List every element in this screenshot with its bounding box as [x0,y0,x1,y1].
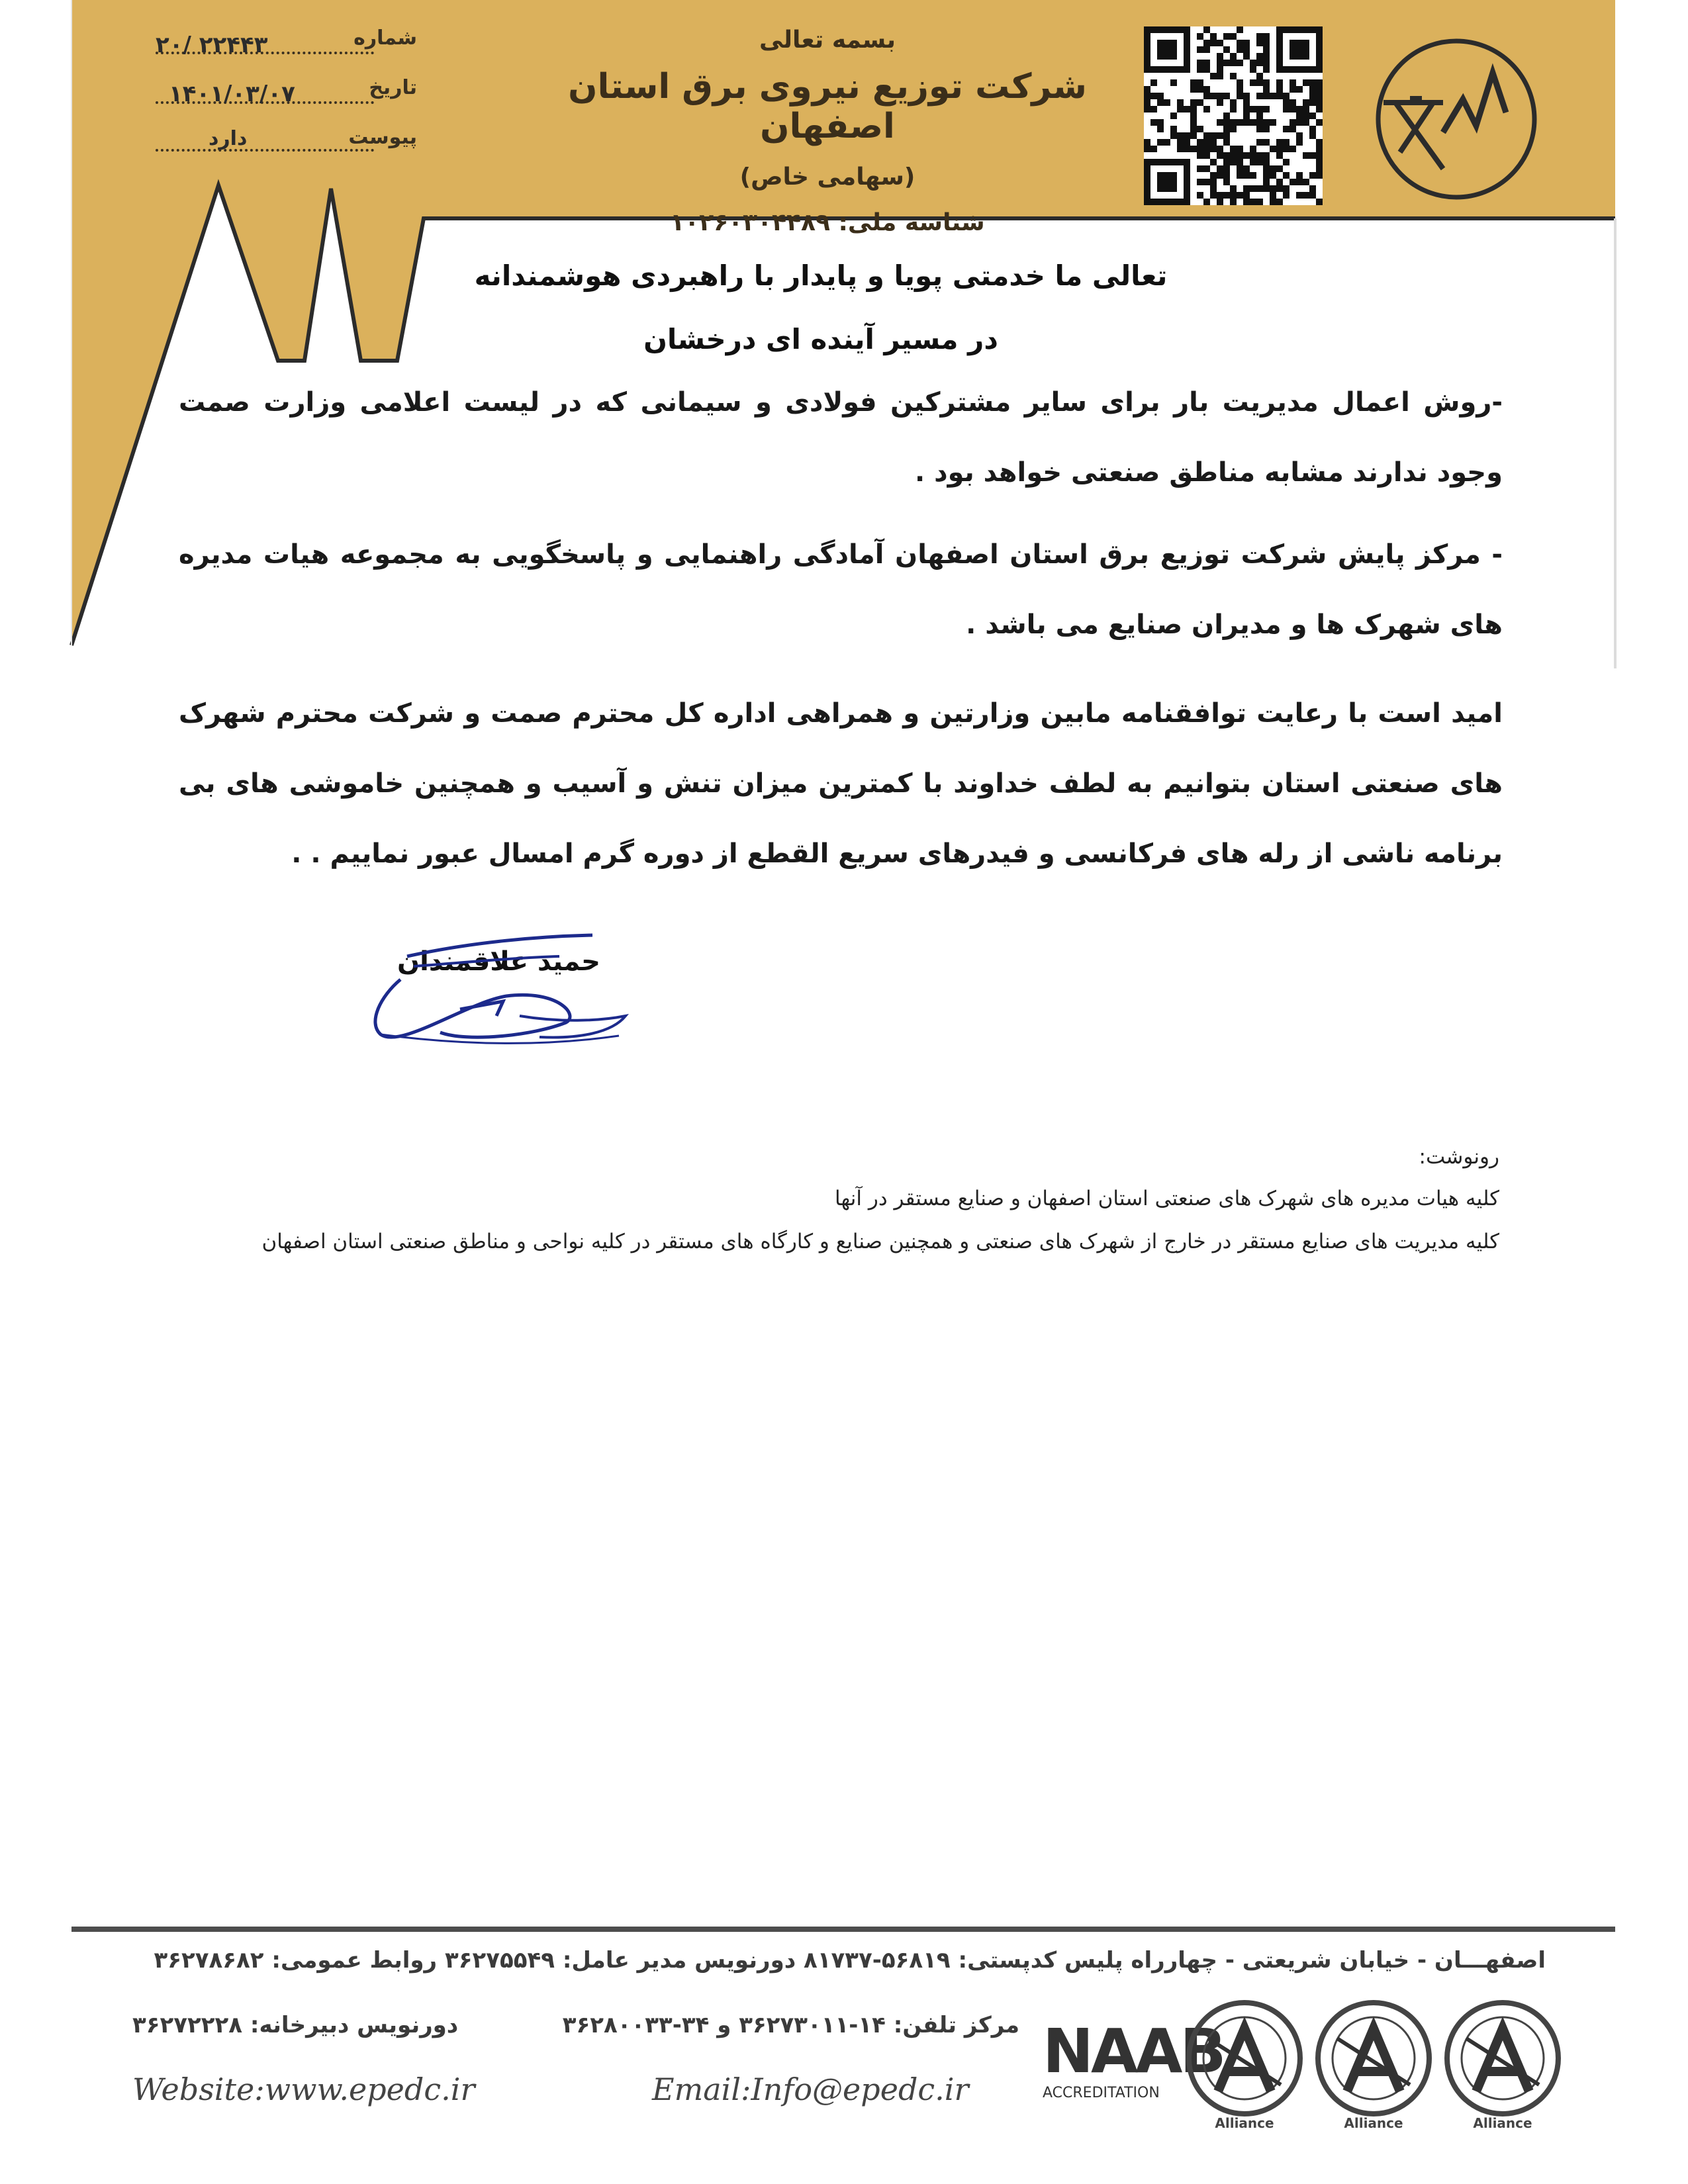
attachment-value: دارد [209,127,248,150]
cc-line-2: کلیه مدیریت های صنایع مستقر در خارج از شهرک های صنعتی و همچنین صنایع و کارگاه های مستقر در کلیه نواحی و مناطق صنعتی استان اصفهان [261,1230,1499,1253]
footer-email: Email:Info@epedc.ir [652,2071,969,2107]
number-value: ۲۰/ ۲۲۴۴۳ [156,32,268,58]
company-logo [1364,26,1549,212]
cert-alliance-text-1: Alliance [1215,2115,1274,2131]
footer-website: Website:www.epedc.ir [132,2071,475,2107]
body-paragraph-1: -روش اعمال مدیریت بار برای سایر مشترکین فولادی و سیمانی که در لیست اعلامی وزارت صمت وجود ندارند مشابه مناطق صنعتی خواهد بود . [179,387,1503,488]
company-name: شرکت توزیع نیروی برق استان اصفهان [568,67,1087,146]
qr-code [1144,26,1323,205]
cc-label: رونوشت: [1419,1145,1499,1169]
certification-badge-2 [1314,1999,1433,2131]
cert-seal-icon [1185,1999,1304,2118]
national-id: شناسه ملی: ۱۰۲۶۰۳۰۴۴۸۹ [670,209,985,236]
cc-line-1: کلیه هیات مدیره های شهرک های صنعتی استان اصفهان و صنایع مستقر در آنها [835,1187,1499,1210]
cert-seal-icon [1443,1999,1562,2118]
footer-address: اصفهـــان - خیابان شریعتی - چهارراه پلیس کدپستی: ۵۶۸۱۹-۸۱۷۳۷ دورنویس مدیر عامل: ۳۶۲۷۵۵۴۹ روابط عمومی: ۳۶۲۷۸۶۸۲ [154,1947,1546,1974]
footer-phone-center: مرکز تلفن: ۱۴-۳۶۲۷۳۰۱۱ و ۳۴-۳۶۲۸۰۰۳۳ [562,2012,1019,2038]
slogan-line-2: در مسیر آینده ای درخشان [643,323,998,355]
slogan-line-1: تعالی ما خدمتی پویا و پایدار با راهبردی هوشمندانه [474,259,1168,292]
cert-alliance-text-3: Alliance [1473,2115,1532,2131]
certification-badge-3 [1443,1999,1562,2131]
footer-secretariat-fax: دورنویس دبیرخانه: ۳۶۲۷۲۲۲۸ [132,2012,459,2038]
cert-seal-icon [1314,1999,1433,2118]
date-label: تاریخ [369,76,417,99]
date-value: ۱۴۰۱/۰۳/۰۷ [169,81,295,107]
body-paragraph-3: امید است با رعایت توافقنامه مابین وزارتین و همراهی اداره کل محترم صمت و شرکت محترم شهرک های صنعتی استان بتوانیم به لطف خداوند با کمترین میزان تنش و آسیب و همچنین خاموشی های بی برنامه ناشی از رله های فرکانسی و فیدرهای سریع القطع از دوره گرم امسال عبور نماییم . . [179,698,1503,869]
attachment-label: پیوست [348,126,417,149]
naab-accreditation-text: ACCREDITATION [1043,2085,1160,2101]
handwritten-signature [361,917,639,1062]
certification-badge-1 [1185,1999,1304,2131]
body-paragraph-2: - مرکز پایش شرکت توزیع برق استان اصفهان آمادگی راهنمایی و پاسخگویی به مجموعه هیات مدیره های شهرک ها و مدیران صنایع می باشد . [179,539,1503,640]
signatory-name: حمید علاقمندان [397,946,600,977]
company-header [549,20,1105,236]
number-label: شماره [353,26,417,50]
attachment-dotline [156,149,374,152]
cert-alliance-text-2: Alliance [1344,2115,1403,2131]
naab-logo-text: NAAB [1043,2016,1224,2087]
company-type: (سهامی خاص) [739,163,915,191]
naab-accreditation-logo [1043,2016,1224,2101]
basmala: بسمه تعالی [759,26,896,54]
